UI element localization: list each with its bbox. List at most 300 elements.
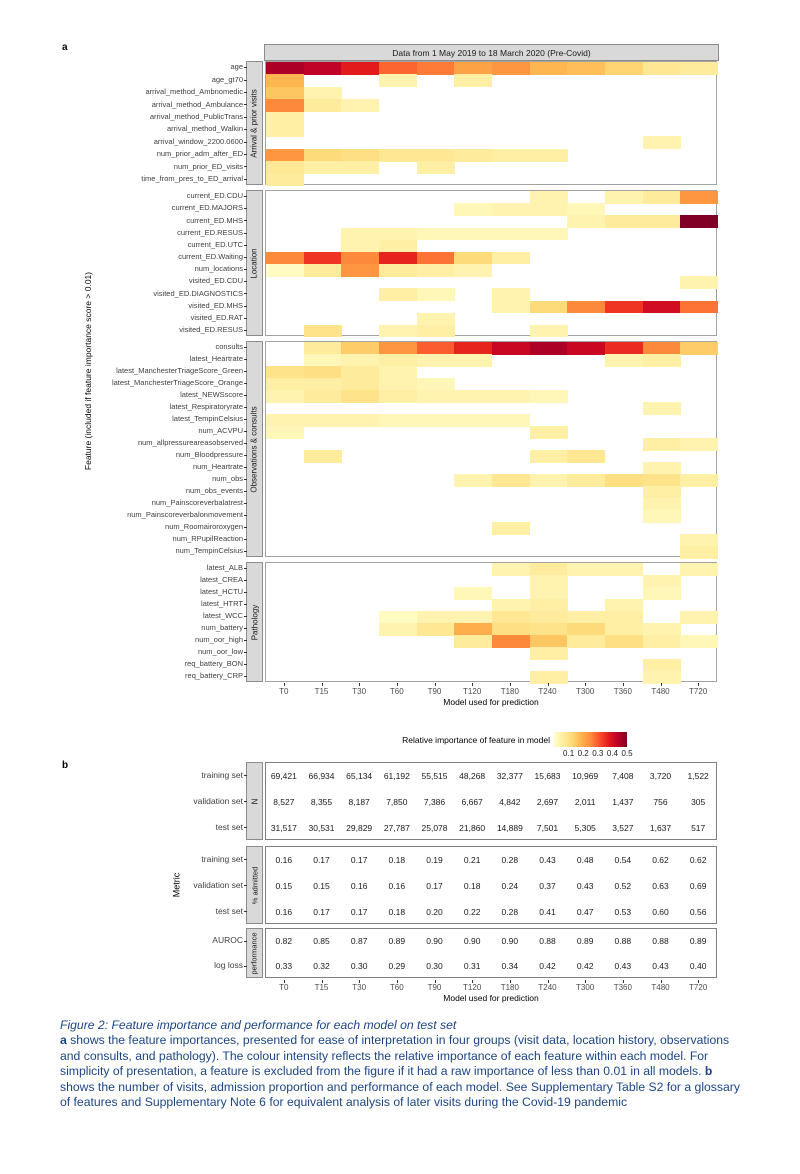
heatmap-cell (454, 149, 492, 162)
table-value: 7,386 (423, 796, 446, 807)
table-value: 0.22 (463, 906, 481, 917)
heatmap-cell (643, 498, 681, 511)
row-tick-mark (244, 196, 247, 197)
table-value: 0.43 (539, 854, 556, 865)
axis-tick-label: T720 (689, 687, 708, 696)
row-tick-mark (244, 257, 247, 258)
table-value: 3,527 (612, 822, 634, 833)
heatmap-cell (605, 623, 643, 636)
row-label: num_Heartrate (192, 462, 243, 472)
table-value: 15,683 (534, 770, 561, 781)
row-tick-mark (244, 941, 247, 942)
heatmap-cell (379, 366, 417, 379)
row-tick-mark (244, 592, 247, 593)
axis-tick-label: T720 (689, 983, 708, 992)
heatmap-cell (304, 99, 342, 112)
table-value: 0.89 (576, 936, 594, 947)
heatmap-cell (567, 62, 605, 75)
heatmap-cell (417, 313, 455, 326)
table-row-label: test set (215, 821, 243, 832)
table-value: 0.85 (313, 936, 330, 947)
heatmap-cell (567, 635, 605, 648)
heatmap-cell (417, 390, 455, 403)
axis-tick-label: T300 (576, 983, 595, 992)
heatmap-cell (492, 522, 530, 535)
facet-strip-label: Arrival & prior visits (250, 88, 260, 158)
heatmap-cell (454, 228, 492, 241)
heatmap-cell (643, 354, 681, 367)
table-row-label: training set (201, 853, 243, 864)
heatmap-cell (341, 161, 379, 174)
heatmap-cell (379, 264, 417, 277)
facet-strip-arrival-prior-visits (246, 61, 263, 185)
heatmap-cell (266, 124, 304, 137)
axis-tick-label: T120 (463, 983, 482, 992)
row-label: visited_ED.CDU (188, 276, 243, 286)
row-tick-mark (244, 539, 247, 540)
table-value: 0.20 (426, 906, 443, 917)
row-tick-mark (244, 443, 247, 444)
heatmap-cell (341, 252, 379, 265)
axis-tick-label: T480 (651, 983, 670, 992)
row-tick-mark (244, 616, 247, 617)
heatmap-cell (567, 342, 605, 355)
heatmap-cell (341, 149, 379, 162)
row-tick-mark (244, 281, 247, 282)
heatmap-cell (605, 635, 643, 648)
heatmap-cell (643, 136, 681, 149)
row-tick-mark (244, 407, 247, 408)
heatmap-cell (567, 450, 605, 463)
x-tick-mark (698, 683, 699, 686)
heatmap-cell (266, 390, 304, 403)
heatmap-cell (379, 252, 417, 265)
table-value: 8,527 (273, 796, 295, 807)
row-label: num_RPupilReaction (172, 534, 243, 544)
heatmap-cell (454, 635, 492, 648)
heatmap-cell (530, 647, 568, 660)
row-tick-mark (244, 455, 247, 456)
heatmap-cell (643, 301, 681, 314)
heatmap-cell (304, 390, 342, 403)
heatmap-cell (530, 474, 568, 487)
caption-title: Figure 2: Feature importance and performance for each model on test set (60, 1018, 457, 1032)
row-label: latest_HCTU (200, 587, 243, 597)
table-value: 0.82 (275, 936, 293, 947)
heatmap-cell (417, 611, 455, 624)
table-value: 0.29 (388, 961, 406, 972)
heatmap-cell (530, 671, 568, 684)
axis-tick-label: T180 (500, 983, 519, 992)
heatmap-cell (643, 671, 681, 684)
heatmap-cell (266, 264, 304, 277)
table-value: 8,355 (310, 796, 333, 807)
figure-caption (60, 1018, 744, 1110)
heatmap-cell (454, 390, 492, 403)
heatmap-cell (304, 354, 342, 367)
row-tick-mark (244, 371, 247, 372)
axis-tick-label: T180 (500, 687, 519, 696)
caption-bold-ref: a (60, 1033, 67, 1048)
metric-strip-n (246, 762, 263, 840)
table-value: 0.34 (501, 961, 519, 972)
row-tick-mark (244, 527, 247, 528)
heatmap-cell (643, 438, 681, 451)
row-tick-mark (244, 306, 247, 307)
heatmap-cell (567, 301, 605, 314)
table-value: 21,860 (459, 822, 486, 833)
row-label: age (230, 62, 243, 72)
x-tick-mark (322, 683, 323, 686)
heatmap-cell (530, 611, 568, 624)
heatmap-cell (643, 191, 681, 204)
table-value: 0.87 (350, 936, 368, 947)
heatmap-cell (341, 354, 379, 367)
caption-body (60, 1033, 744, 1110)
caption-text: shows the feature importances, presented for ease of interpretation in four groups (visit data, location history, observations and consults, and pathology). The colour intensity reflects the relative importance of each feature within each model. For simplicity of presentation, a feature is excluded from the figure if it had a raw importance of less than 0.01 in all models. (60, 1033, 730, 1079)
heatmap-cell (417, 149, 455, 162)
table-row-label: validation set (193, 795, 243, 806)
heatmap-cell (643, 510, 681, 523)
row-label: num_Painscoreverbalatrest (151, 498, 243, 508)
heatmap-panel (265, 341, 717, 557)
row-label: age_gt70 (211, 74, 243, 84)
table-value: 0.28 (501, 906, 519, 917)
table-row-label: test set (215, 905, 243, 916)
x-tick-mark (284, 683, 285, 686)
table-value: 0.63 (652, 880, 669, 891)
row-tick-mark (244, 503, 247, 504)
row-label: req_battery_CRP (185, 671, 243, 681)
heatmap-cell (492, 635, 530, 648)
row-tick-mark (244, 966, 247, 967)
heatmap-cell (454, 474, 492, 487)
table-value: 61,192 (383, 770, 410, 781)
heatmap-cell (341, 228, 379, 241)
legend-colorbar (554, 732, 627, 747)
heatmap-cell (680, 474, 718, 487)
row-tick-mark (244, 664, 247, 665)
heatmap-cell (266, 366, 304, 379)
x-tick-mark (661, 683, 662, 686)
heatmap-cell (492, 414, 530, 427)
heatmap-cell (379, 228, 417, 241)
row-label: num_locations (194, 264, 243, 274)
table-value: 6,667 (461, 796, 483, 807)
heatmap-cell (454, 587, 492, 600)
row-label: num_obs_events (185, 486, 243, 496)
table-value: 0.43 (614, 961, 632, 972)
heatmap-cell (379, 414, 417, 427)
table-value: 0.43 (652, 961, 669, 972)
table-value: 0.16 (275, 854, 293, 865)
table-value: 0.90 (463, 936, 481, 947)
heatmap-cell (643, 342, 681, 355)
row-tick-mark (244, 154, 247, 155)
table-value: 0.40 (689, 961, 707, 972)
table-value: 14,889 (496, 822, 523, 833)
row-tick-mark (244, 885, 247, 886)
heatmap-cell (530, 599, 568, 612)
axis-tick-label: T240 (538, 983, 557, 992)
row-label: latest_NEWSscore (180, 390, 243, 400)
table-value: 305 (691, 796, 706, 807)
table-value: 48,268 (459, 770, 486, 781)
heatmap-cell (530, 342, 568, 355)
axis-tick-label: T240 (538, 687, 557, 696)
heatmap-cell (680, 563, 718, 576)
heatmap-cell (304, 252, 342, 265)
x-tick-mark (585, 683, 586, 686)
table-value: 0.30 (426, 961, 443, 972)
heatmap-cell (530, 575, 568, 588)
heatmap-cell (530, 149, 568, 162)
row-tick-mark (244, 515, 247, 516)
row-tick-mark (244, 67, 247, 68)
table-value: 66,934 (308, 770, 335, 781)
heatmap-cell (417, 264, 455, 277)
heatmap-cell (304, 264, 342, 277)
heatmap-cell (530, 301, 568, 314)
heatmap-cell (680, 438, 718, 451)
row-tick-mark (244, 293, 247, 294)
heatmap-cell (304, 161, 342, 174)
row-label: num_Roomairoroxygen (165, 522, 243, 532)
heatmap-cell (605, 62, 643, 75)
heatmap-cell (605, 301, 643, 314)
table-value: 0.42 (539, 961, 556, 972)
heatmap-cell (605, 215, 643, 228)
row-tick-mark (244, 775, 247, 776)
heatmap-cell (266, 378, 304, 391)
x-tick-mark (623, 683, 624, 686)
heatmap-cell (643, 486, 681, 499)
heatmap-cell (530, 635, 568, 648)
row-tick-mark (244, 318, 247, 319)
heatmap-cell (379, 325, 417, 338)
caption-bold-ref: b (704, 1064, 713, 1079)
row-label: current_ED.Waiting (178, 252, 243, 262)
heatmap-cell (680, 215, 718, 228)
legend-title: Relative importance of feature in model (402, 735, 550, 745)
panel-a-header-strip: Data from 1 May 2019 to 18 March 2020 (Pre-Covid) (264, 44, 719, 61)
heatmap-cell (680, 534, 718, 547)
heatmap-cell (266, 112, 304, 125)
heatmap-cell (417, 378, 455, 391)
heatmap-cell (454, 354, 492, 367)
row-label: visited_ED.RESUS (179, 325, 243, 335)
heatmap-cell (680, 191, 718, 204)
row-tick-mark (244, 628, 247, 629)
legend-tick-label: 0.5 (621, 749, 633, 758)
heatmap-cell (304, 450, 342, 463)
heatmap-cell (643, 659, 681, 672)
heatmap-cell (341, 390, 379, 403)
table-value: 756 (653, 796, 668, 807)
table-value: 0.88 (652, 936, 669, 947)
row-label: num_prior_ED_visits (173, 161, 243, 171)
row-label: latest_Respiratoryrate (169, 402, 243, 412)
heatmap-cell (567, 563, 605, 576)
facet-strip-label: Pathology (250, 604, 259, 640)
heatmap-cell (304, 378, 342, 391)
heatmap-panel (265, 190, 717, 336)
row-tick-mark (244, 551, 247, 552)
table-value: 0.47 (576, 906, 594, 917)
heatmap-cell (379, 74, 417, 87)
table-value: 0.18 (463, 880, 481, 891)
row-tick-mark (244, 347, 247, 348)
table-value: 0.42 (576, 961, 594, 972)
row-label: num_obs (212, 474, 243, 484)
table-value: 69,421 (270, 770, 297, 781)
table-value: 2,011 (574, 796, 596, 807)
facet-strip-location (246, 190, 263, 336)
row-tick-mark (244, 467, 247, 468)
axis-tick-label: T15 (314, 687, 329, 696)
table-value: 29,829 (346, 822, 373, 833)
table-value: 1,437 (612, 796, 634, 807)
heatmap-cell (454, 414, 492, 427)
axis-tick-label: T360 (613, 983, 632, 992)
heatmap-cell (266, 426, 304, 439)
row-label: visited_ED.MHS (188, 300, 243, 310)
heatmap-cell (341, 264, 379, 277)
row-tick-mark (244, 859, 247, 860)
table-row-label: log loss (214, 960, 243, 971)
heatmap-cell (492, 228, 530, 241)
table-value: 7,501 (536, 822, 559, 833)
axis-tick-label: T60 (389, 687, 404, 696)
heatmap-cell (417, 623, 455, 636)
heatmap-cell (417, 288, 455, 301)
table-value: 7,850 (386, 796, 408, 807)
heatmap-cell (530, 426, 568, 439)
row-label: num_prior_adm_after_ED (156, 149, 243, 159)
metric-strip-performance (246, 928, 263, 978)
heatmap-cell (492, 301, 530, 314)
heatmap-cell (454, 611, 492, 624)
heatmap-cell (492, 62, 530, 75)
heatmap-cell (341, 366, 379, 379)
table-value: 0.30 (350, 961, 368, 972)
row-label: arrival_method_Walkin (166, 124, 243, 134)
heatmap-cell (341, 99, 379, 112)
heatmap-cell (379, 390, 417, 403)
panel-a-label: a (62, 42, 68, 53)
table-value: 5,305 (574, 822, 596, 833)
row-label: latest_ManchesterTriageScore_Orange (111, 378, 243, 388)
row-label: num_oor_high (195, 635, 243, 645)
heatmap-cell (379, 288, 417, 301)
heatmap-cell (567, 611, 605, 624)
row-tick-mark (244, 269, 247, 270)
heatmap-cell (530, 62, 568, 75)
row-tick-mark (244, 652, 247, 653)
row-tick-mark (244, 383, 247, 384)
heatmap-cell (643, 215, 681, 228)
x-tick-mark (435, 683, 436, 686)
heatmap-cell (304, 62, 342, 75)
heatmap-cell (379, 149, 417, 162)
table-value: 31,517 (270, 822, 297, 833)
table-value: 1,637 (649, 822, 672, 833)
heatmap-cell (266, 161, 304, 174)
axis-tick-label: T15 (314, 983, 329, 992)
row-tick-mark (244, 129, 247, 130)
table-value: 0.19 (426, 854, 443, 865)
row-label: num_Bloodpressure (175, 450, 243, 460)
row-label: visited_ED.RAT (190, 312, 243, 322)
row-label: arrival_window_2200.0600 (153, 136, 243, 146)
heatmap-cell (341, 378, 379, 391)
row-label: latest_HTRT (201, 599, 243, 609)
table-value: 0.53 (614, 906, 632, 917)
row-label: current_ED.RESUS (177, 227, 243, 237)
table-value: 0.15 (275, 880, 293, 891)
heatmap-cell (492, 623, 530, 636)
heatmap-cell (567, 623, 605, 636)
heatmap-cell (605, 342, 643, 355)
x-tick-mark (548, 683, 549, 686)
x-tick-mark (472, 683, 473, 686)
heatmap-cell (680, 62, 718, 75)
row-tick-mark (244, 431, 247, 432)
row-tick-mark (244, 604, 247, 605)
heatmap-cell (492, 342, 530, 355)
row-tick-mark (244, 395, 247, 396)
table-row-label: AUROC (212, 935, 243, 946)
table-value: 4,842 (499, 796, 521, 807)
row-tick-mark (244, 676, 247, 677)
caption-text: shows the number of visits, admission proportion and performance of each model. See Supplementary Table S2 for a glossary of features and Supplementary Note 6 for equivalent analysis of later visits during the Covid-19 pandemic (60, 1079, 740, 1110)
table-value: 0.18 (388, 854, 406, 865)
heatmap-cell (530, 325, 568, 338)
heatmap-cell (530, 390, 568, 403)
heatmap-cell (530, 228, 568, 241)
metric-strip-label: % admitted (250, 866, 259, 904)
heatmap-cell (530, 203, 568, 216)
axis-tick-label: T300 (576, 687, 595, 696)
row-label: current_ED.MAJORS (171, 203, 243, 213)
axis-tick-label: T90 (427, 983, 442, 992)
panel-b-label: b (62, 760, 69, 771)
table-value: 0.17 (350, 906, 368, 917)
table-value: 0.28 (501, 854, 519, 865)
row-tick-mark (244, 330, 247, 331)
row-label: consults (215, 342, 243, 352)
row-label: num_battery (201, 623, 243, 633)
heatmap-cell (341, 414, 379, 427)
facet-strip-label: Observations & consults (250, 405, 260, 493)
heatmap-cell (266, 99, 304, 112)
row-label: num_Painscoreverbalonmovement (127, 510, 243, 520)
table-value: 0.52 (614, 880, 632, 891)
table-value: 7,408 (612, 770, 634, 781)
table-value: 0.17 (350, 854, 368, 865)
heatmap-cell (417, 161, 455, 174)
row-tick-mark (244, 208, 247, 209)
table-value: 0.24 (501, 880, 519, 891)
row-tick-mark (244, 491, 247, 492)
heatmap-cell (605, 599, 643, 612)
heatmap-cell (643, 623, 681, 636)
heatmap-cell (379, 611, 417, 624)
heatmap-cell (266, 149, 304, 162)
row-tick-mark (244, 479, 247, 480)
row-label: visited_ED.DIAGNOSTICS (153, 288, 243, 298)
row-label: latest_ALB (206, 563, 243, 573)
